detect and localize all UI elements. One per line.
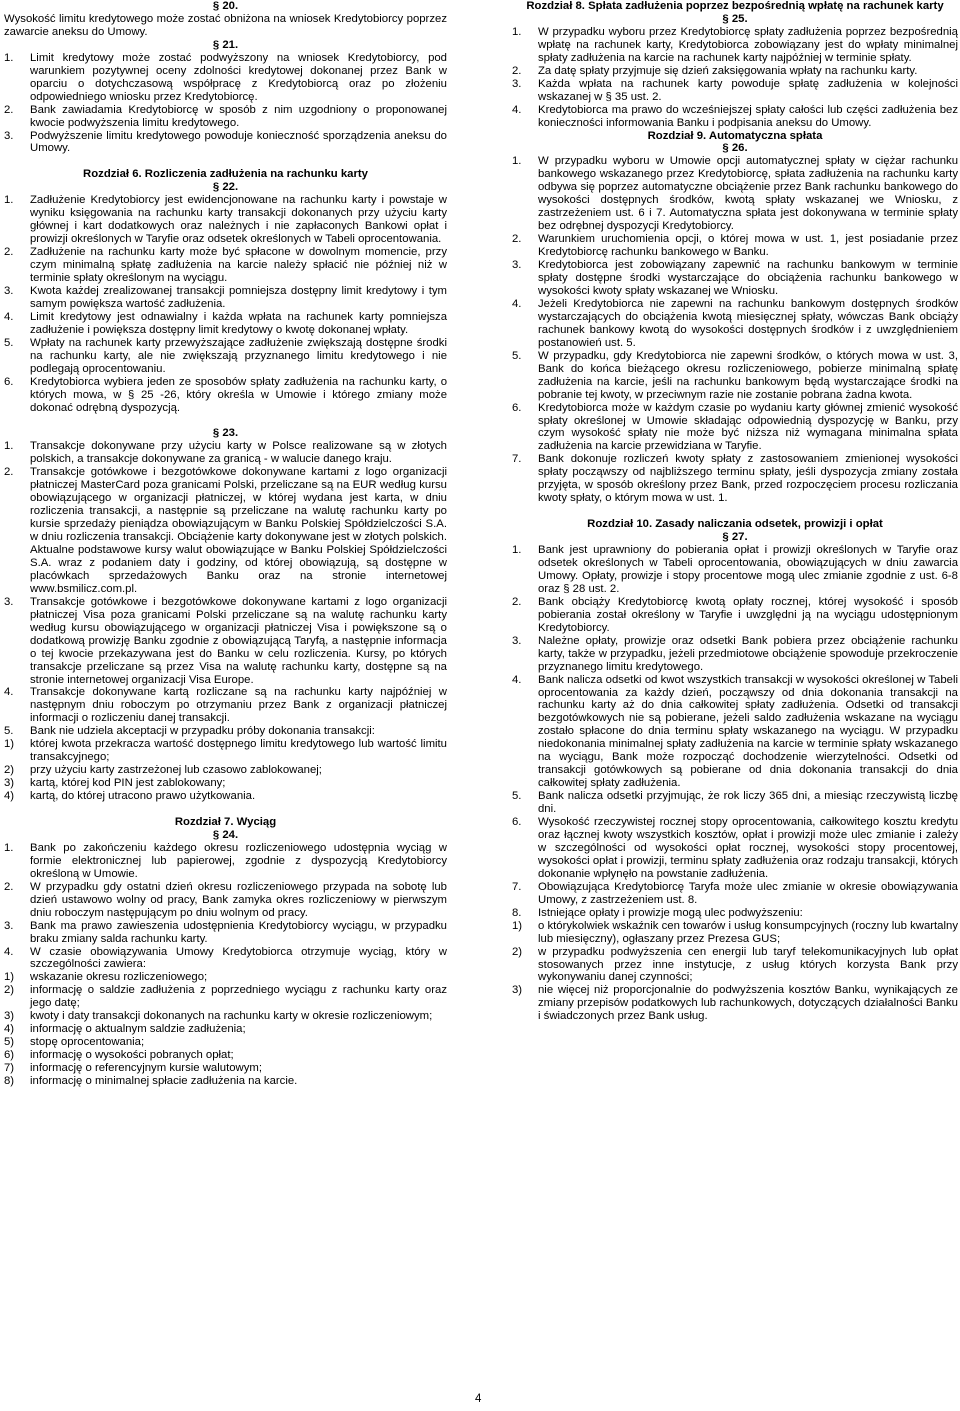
clause-item (4, 946, 447, 972)
sub-item-number: 7) (4, 1062, 15, 1075)
clause-item (512, 635, 958, 674)
clause-text: Bank po zakończeniu każdego okresu rozliczeniowego udostępnia wyciąg w formie elektronicznej lub papierowej, zgodnie z dyspozycją Kredytobiorcy określoną w Umowie. (30, 841, 447, 880)
clause-item (4, 466, 447, 596)
sub-item-number: 5) (4, 1036, 15, 1049)
sub-item-number: 6) (4, 1049, 15, 1062)
clause-item (4, 52, 447, 104)
clause-item (4, 686, 447, 725)
clause-text: Obowiązująca Kredytobiorcę Taryfa może ulec zmianie w okresie obowiązywania Umowy, z zastrzeżeniem ust. 8. (538, 880, 958, 906)
sub-item (4, 984, 447, 1010)
clause-text: Wpłaty na rachunek karty przewyższające zadłużenie zwiększają dostępne środki na rachunku karty, ale nie zwiększają przyznanego limitu kredytowego i nie podlegają oprocentowaniu. (30, 336, 447, 375)
sub-item (4, 738, 447, 764)
clause-number: 4. (512, 673, 522, 686)
clause-number: 5. (512, 349, 522, 362)
sub-item-number: 2) (4, 764, 15, 777)
sub-item (4, 1049, 447, 1062)
section-heading: Rozdział 10. Zasady naliczania odsetek, prowizji i opłat (587, 518, 883, 531)
clause-item (512, 402, 958, 454)
clause-number: 2. (512, 233, 522, 246)
sub-item-number: 8) (4, 1075, 15, 1088)
clause-item (512, 298, 958, 350)
section-heading: § 20. (212, 0, 239, 12)
page-number: 4 (475, 1393, 482, 1405)
clause-item (4, 376, 447, 415)
clause-number: 1. (4, 440, 14, 453)
sub-item-text: kwoty i daty transakcji dokonanych na rachunku karty w okresie rozliczeniowym; (30, 1010, 433, 1023)
section-heading: § 26. (722, 142, 748, 155)
clause-text: Każda wpłata na rachunek karty powoduje spłatę zadłużenia w kolejności wskazanej w § 35 ust. 2. (538, 77, 958, 103)
spacer (512, 505, 958, 518)
clause-number: 3. (512, 259, 522, 272)
clause-item (512, 674, 958, 791)
right-column (512, 0, 958, 1023)
clause-text: Zadłużenie Kredytobiorcy jest ewidencjonowane na rachunku karty i powstaje w wyniku księgowania na rachunku karty transakcji dokonanych przy użyciu karty głównej i kart dodatkowych oraz należnych i nie zapłaconych Bankowi opłat i prowizji określonych w Taryfie oraz odsetek określonych w Tabeli oprocentowania. (30, 194, 447, 246)
sub-item-number: 2) (4, 984, 15, 997)
clause-number: 1. (4, 841, 14, 854)
clause-text: W przypadku, gdy Kredytobiorca nie zapewni środków, o których mowa w ust. 3, Bank do końca bieżącego okresu rozliczeniowego, pobierze minimalną spłatę zadłużenia na karcie, jeśli na rachunku bankowym będą wystarczające środki na pobranie tej kwoty, w przeciwnym razie nie zostanie pobrana żadna kwota. (538, 349, 958, 401)
clause-number: 4. (4, 686, 14, 699)
clause-text: Transakcje dokonywane przy użyciu karty w Polsce realizowane są w złotych polskich, a transakcje dokonywane za granicą - w walucie danego kraju. (30, 440, 447, 466)
sub-item-number: 1) (4, 738, 15, 751)
clause-item (4, 194, 447, 246)
clause-number: 1. (512, 155, 522, 168)
clause-text: Podwyższenie limitu kredytowego powoduje konieczność sporządzenia aneksu do Umowy. (30, 129, 447, 155)
clause-item (512, 104, 958, 130)
clause-item (4, 130, 447, 156)
clause-item (4, 311, 447, 337)
clause-number: 4. (4, 310, 14, 323)
sub-item-text: stopę oprocentowania; (30, 1036, 145, 1049)
clause-item (4, 246, 447, 285)
clause-item (4, 920, 447, 946)
spacer (4, 414, 447, 427)
clause-text: Bank nie udziela akceptacji w przypadku próby dokonania transakcji: (30, 725, 375, 738)
clause-item (4, 842, 447, 881)
clause-text: Kwota każdej zrealizowanej transakcji pomniejsza dostępny limit kredytowy i tym samym powiększa wartość zadłużenia. (30, 284, 447, 310)
sub-item (4, 777, 447, 790)
sub-item (4, 764, 447, 777)
clause-item (4, 104, 447, 130)
clause-text: Bank dokonuje rozliczeń kwoty spłaty z zastosowaniem zmienionej wysokości spłaty począwszy od najbliższego terminu spłaty, jeśli dyspozycja zmiany została przyjęta, w sposób określony przez Bank, przed rozpoczęciem procesu rozliczania kwoty spłaty, o którym mowa w ust. 1. (538, 453, 958, 505)
clause-item (512, 544, 958, 596)
clause-number: 1. (4, 51, 14, 64)
clause-item (4, 881, 447, 920)
clause-text: Kredytobiorca może w każdym czasie po wydaniu karty głównej zmienić wysokość spłaty określonej w Umowie składając odpowiednią dyspozycję w Banku, przy czym wysokość spłaty nie może być niższa niż wymagana minimalna spłata zadłużenia na karcie przewidziana w Taryfie. (538, 401, 958, 453)
clause-item (512, 65, 958, 78)
clause-number: 2. (4, 246, 14, 259)
clause-number: 1. (4, 194, 14, 207)
clause-item (512, 596, 958, 635)
section-heading: Rozdział 8. Spłata zadłużenia poprzez bezpośrednią wpłatę na rachunek karty (526, 0, 944, 12)
sub-item (4, 1023, 447, 1036)
clause-number: 4. (512, 103, 522, 116)
clause-text: Bank nalicza odsetki przyjmując, że rok liczy 365 dni, a miesiąc rzeczywistą liczbę dni. (538, 790, 958, 816)
clause-number: 1. (512, 544, 522, 557)
clause-number: 5. (512, 790, 522, 803)
clause-number: 8. (512, 906, 522, 919)
sub-item-text: nie więcej niż proporcjonalnie do podwyższenia kosztów Banku, wynikających ze zmiany przepisów podatkowych lub rachunkowych, dotyczących działalności Banku i świadczonych przez Bank usług. (538, 984, 958, 1023)
sub-item-number: 4) (4, 790, 15, 803)
clause-number: 6. (512, 401, 522, 414)
clause-number: 2. (4, 103, 14, 116)
clause-text: Jeżeli Kredytobiorca nie zapewni na rachunku bankowym dostępnych środków wystarczających do obciążenia kwotą miesięcznej spłaty, wówczas Bank obciąży rachunek bankowy kwotą do wysokości dostępnych środków i z uwzględnieniem postanowień ust. 5. (538, 297, 958, 349)
clause-text: Transakcje gotówkowe i bezgotówkowe dokonywane kartami z logo organizacji płatniczej Visa poza granicami Polski przeliczane są na walutę rachunku karty według kursu obowiązującego w organizacji płatniczej Visa i powiększone są o dodatkową prowizję Banku zgodnie z obowiązującą Taryfą, a następnie informacja o tej kwocie przekazywana jest do Banku w celu rozliczenia. Kursy, po których transakcje przeliczane są przez Visa na walutę rachunku karty, dostępne są na stronie internetowej organizacji Visa Europe. (30, 595, 447, 686)
sub-item-text: informację o saldzie zadłużenia z poprzedniego wyciągu z rachunku karty oraz jego datę; (30, 984, 447, 1010)
sub-item-text: kartą, do której utracono prawo użytkowania. (30, 790, 256, 803)
clause-number: 6. (512, 816, 522, 829)
clause-text: Za datę spłaty przyjmuje się dzień zaksięgowania wpłaty na rachunku karty. (538, 64, 918, 77)
sub-item (4, 1075, 447, 1088)
clause-item (4, 337, 447, 376)
clause-text: Istniejące opłaty i prowizje mogą ulec podwyższeniu: (538, 906, 803, 919)
clause-item (512, 155, 958, 233)
clause-text: Limit kredytowy może zostać podwyższony na wniosek Kredytobiorcy, pod warunkiem pozytywnej oceny zdolności kredytowej dokonanej przez Bank w oparciu o dotychczasową współpracę z Kredytobiorcą oraz po złożeniu odpowiedniego wniosku przez Kredytobiorcę. (30, 51, 447, 103)
clause-number: 2. (4, 880, 14, 893)
sub-item (4, 971, 447, 984)
clause-text: Bank nalicza odsetki od kwot wszystkich transakcji w wysokości określonej w Tabeli oprocentowania za każdy dzień, począwszy od dnia dokonania transakcji na rachunku karty aż do dnia całkowitej spłaty zadłużenia. Odsetki od transakcji bezgotówkowych nie są pobierane, jeżeli saldo zadłużenia wskazane na wyciągu zostało spłacone do dnia terminu spłaty wskazanego na wyciągu. W przypadku niedokonania minimalnej spłaty zadłużenia na karcie w terminie spłaty wskazanego na wyciągu, Bank może rozpocząć dochodzenie wierzytelności. Odsetki od transakcji gotówkowych są pobierane od dnia dokonania transakcji do dnia całkowitej spłaty zadłużenia. (538, 673, 958, 790)
sub-item-number: 1) (512, 919, 523, 932)
sub-item-text: informację o referencyjnym kursie walutowym; (30, 1062, 262, 1075)
paragraph: Wysokość limitu kredytowego może zostać obniżona na wniosek Kredytobiorcy poprzez zawarcie aneksu do Umowy. (4, 12, 447, 38)
sub-item-number: 2) (512, 945, 523, 958)
clause-number: 1. (512, 25, 522, 38)
clause-number: 7. (512, 453, 522, 466)
clause-text: Wysokość rzeczywistej rocznej stopy oprocentowania, całkowitego kosztu kredytu oraz łącznej kwoty wszystkich kosztów, opłat i prowizji może ulec zmianie i zależy w szczególności od wysokości opłat rocznej, wysokości stopy procentowej, wysokości opłat i prowizji, terminu spłaty zadłużenia oraz rodzaju transakcji, których dokonanie wpłynęło na powstanie zadłużenia. (538, 816, 958, 880)
left-column (4, 0, 447, 1088)
clause-number: 4. (4, 945, 14, 958)
clause-text: Bank obciąży Kredytobiorcę kwotą opłaty rocznej, której wysokość i sposób pobierania został określony w Taryfie i uwzględni ją na wyciągu udostępnionym Kredytobiorcy. (538, 595, 958, 634)
section-heading: Rozdział 7. Wyciąg (174, 816, 277, 828)
clause-text: Kredytobiorca ma prawo do wcześniejszej spłaty całości lub części zadłużenia bez konieczności informowania Banku i podpisania aneksu do Umowy. (538, 103, 958, 129)
clause-text: Kredytobiorca wybiera jeden ze sposobów spłaty zadłużenia na rachunku karty, o których mowa, w § 25 -26, który określa w Umowie i którego zmiany może dokonać odrębną dyspozycją. (30, 375, 447, 414)
clause-item (512, 233, 958, 259)
clause-item (512, 907, 958, 920)
sub-item (512, 984, 958, 1023)
sub-item-number: 3) (512, 984, 523, 997)
clause-item (4, 440, 447, 466)
clause-text: W przypadku wyboru przez Kredytobiorcę spłaty zadłużenia poprzez bezpośrednią wpłatę na rachunek karty, Kredytobiorca zobowiązany jest do wpłaty minimalnej spłaty zadłużenia na karcie na rachunek karty najpóźniej w terminie spłaty. (538, 25, 958, 64)
sub-item-text: przy użyciu karty zastrzeżonej lub czasowo zablokowanej; (30, 764, 322, 777)
clause-item (512, 350, 958, 402)
clause-item (512, 816, 958, 881)
clause-text: Należne opłaty, prowizje oraz odsetki Bank pobiera przez obciążenie rachunku karty, także w przypadku, jeżeli przedmiotowe obciążenie spowoduje przekroczenie przyznanego limitu kredytowego. (538, 634, 958, 673)
clause-text: Bank jest uprawniony do pobierania opłat i prowizji określonych w Taryfie oraz odsetek określonych w Tabeli oprocentowania, obowiązujących w dniu zawarcia Umowy. Opłaty, prowizje i stopy procentowe mogą ulec zmianie zgodnie z ust. 6-8 oraz § 28 ust. 2. (538, 544, 958, 595)
sub-item-number: 3) (4, 777, 15, 790)
spacer (4, 155, 447, 168)
clause-item (512, 78, 958, 104)
sub-item (512, 920, 958, 946)
clause-number: 3. (4, 919, 14, 932)
clause-number: 5. (4, 336, 14, 349)
clause-text: W czasie obowiązywania Umowy Kredytobiorca otrzymuje wyciąg, który w szczególności zawiera: (30, 945, 447, 971)
clause-number: 3. (512, 634, 522, 647)
sub-item (4, 790, 447, 803)
spacer (4, 803, 447, 816)
sub-item-text: której kwota przekracza wartość dostępnego limitu kredytowego lub wartość limitu transakcyjnego; (30, 738, 447, 764)
clause-number: 7. (512, 880, 522, 893)
sub-item-text: wskazanie okresu rozliczeniowego; (30, 971, 208, 984)
section-heading: § 27. (722, 531, 748, 544)
section-heading: Rozdział 6. Rozliczenia zadłużenia na rachunku karty (83, 168, 368, 181)
clause-number: 3. (512, 77, 522, 90)
clause-text: Transakcje gotówkowe i bezgotówkowe dokonywane kartami z logo organizacji płatniczej MasterCard poza granicami Polski, przeliczane są na EUR według kursu obowiązującego w organizacji płatniczej, w której wydana jest karta, w dniu rozliczenia transakcji, a następnie są przeliczane na walutę rachunku karty po kursie sprzedaży pieniądza obowiązującym w Banku Polskiej Spółdzielczości S.A. w dniu rozliczenia transakcji. Obciążenie karty dokonywane jest w złotych polskich. Aktualne podstawowe kursy walut obowiązujące w Banku Polskiej Spółdzielczości S.A. wraz z podaniem daty i godziny, od której obowiązują, są dostępne w placówkach sprzedażowych Banku oraz na stronie internetowej www.bsmilicz.com.pl. (30, 466, 447, 595)
clause-number: 3. (4, 595, 14, 608)
clause-item (4, 725, 447, 738)
clause-text: Bank zawiadamia Kredytobiorcę w sposób z nim uzgodniony o proponowanej kwocie podwyższenia limitu kredytowego. (30, 103, 447, 129)
clause-text: Transakcje dokonywane kartą rozliczane są na rachunku karty najpóźniej w następnym dniu roboczym po otrzymaniu przez Bank z organizacji płatniczej informacji o rozliczeniu danej transakcji. (30, 686, 447, 725)
section-heading: § 22. (212, 181, 239, 194)
clause-number: 6. (4, 375, 14, 388)
sub-item-text: informację o wysokości pobranych opłat; (30, 1049, 234, 1062)
section-heading: § 24. (212, 828, 239, 841)
clause-text: Zadłużenie na rachunku karty może być spłacone w dowolnym momencie, przy czym minimalną spłatę zadłużenia na karcie należy spłacić nie później niż w terminie spłaty określonym na wyciągu. (30, 246, 447, 284)
sub-item-text: o którykolwiek wskaźnik cen towarów i usług konsumpcyjnych (roczny lub kwartalny lub miesięczny), ogłaszany przez Prezesa GUS; (538, 919, 958, 945)
sub-item-number: 4) (4, 1023, 15, 1036)
sub-item (4, 1010, 447, 1023)
clause-text: Bank ma prawo zawieszenia udostępnienia Kredytobiorcy wyciągu, w przypadku braku zmiany salda rachunku karty. (30, 919, 447, 945)
clause-number: 5. (4, 725, 14, 738)
clause-item (512, 453, 958, 505)
sub-item (4, 1036, 447, 1049)
sub-item-number: 3) (4, 1010, 15, 1023)
clause-text: W przypadku gdy ostatni dzień okresu rozliczeniowego przypada na sobotę lub dzień ustawowo wolny od pracy, Bank zamyka okres rozliczeniowy w pierwszym dniu roboczym następującym po dniu wolnym od pracy. (30, 880, 447, 919)
section-heading: § 23. (212, 427, 239, 440)
clause-item (512, 881, 958, 907)
clause-item (4, 285, 447, 311)
sub-item-text: informację o minimalnej spłacie zadłużenia na karcie. (30, 1075, 298, 1088)
sub-item (4, 1062, 447, 1075)
clause-number: 2. (512, 595, 522, 608)
sub-item-number: 1) (4, 971, 15, 984)
clause-item (512, 259, 958, 298)
clause-number: 3. (4, 129, 14, 142)
clause-number: 2. (4, 466, 14, 479)
clause-item (512, 790, 958, 816)
section-heading: § 21. (212, 38, 239, 51)
sub-item-text: kartą, której kod PIN jest zablokowany; (30, 777, 226, 790)
sub-item-text: w przypadku podwyższenia cen energii lub taryf telekomunikacyjnych lub opłat stosowanych przez inne instytucje, z usług których korzysta Bank przy wykonywaniu danej czynności; (538, 945, 958, 984)
clause-text: Warunkiem uruchomienia opcji, o której mowa w ust. 1, jest posiadanie przez Kredytobiorcę rachunku bankowego w Banku. (538, 233, 958, 259)
clause-number: 3. (4, 284, 14, 297)
clause-number: 2. (512, 64, 522, 77)
clause-item (512, 26, 958, 65)
section-heading: § 25. (722, 12, 748, 25)
clause-text: Kredytobiorca jest zobowiązany zapewnić na rachunku bankowym w terminie spłaty dostępne środki wystarczające do obciążenia rachunku bankowego w wysokości kwoty spłaty wskazanej we Wniosku. (538, 259, 958, 297)
clause-number: 4. (512, 297, 522, 310)
sub-item (512, 946, 958, 985)
clause-item (4, 596, 447, 687)
section-heading: Rozdział 9. Automatyczna spłata (647, 129, 823, 142)
sub-item-text: informację o aktualnym saldzie zadłużenia; (30, 1023, 246, 1036)
clause-text: Limit kredytowy jest odnawialny i każda wpłata na rachunek karty pomniejsza zadłużenie i powiększa dostępny limit kredytowy o kwotę dokonanej wpłaty. (30, 310, 447, 336)
clause-text: W przypadku wyboru w Umowie opcji automatycznej spłaty w ciężar rachunku bankowego wskazanego przez Kredytobiorcę, spłata zadłużenia na rachunku karty odbywa się poprzez automatyczne obciążenie przez Bank rachunku bankowego do wysokości dostępnych środków, kwotą spłaty wskazanej we Wniosku, z zastrzeżeniem ust. 6 i 7. Automatyczna spłata jest dokonywana w terminie spłaty bez odrębnej dyspozycji Kredytobiorcy. (538, 155, 958, 233)
